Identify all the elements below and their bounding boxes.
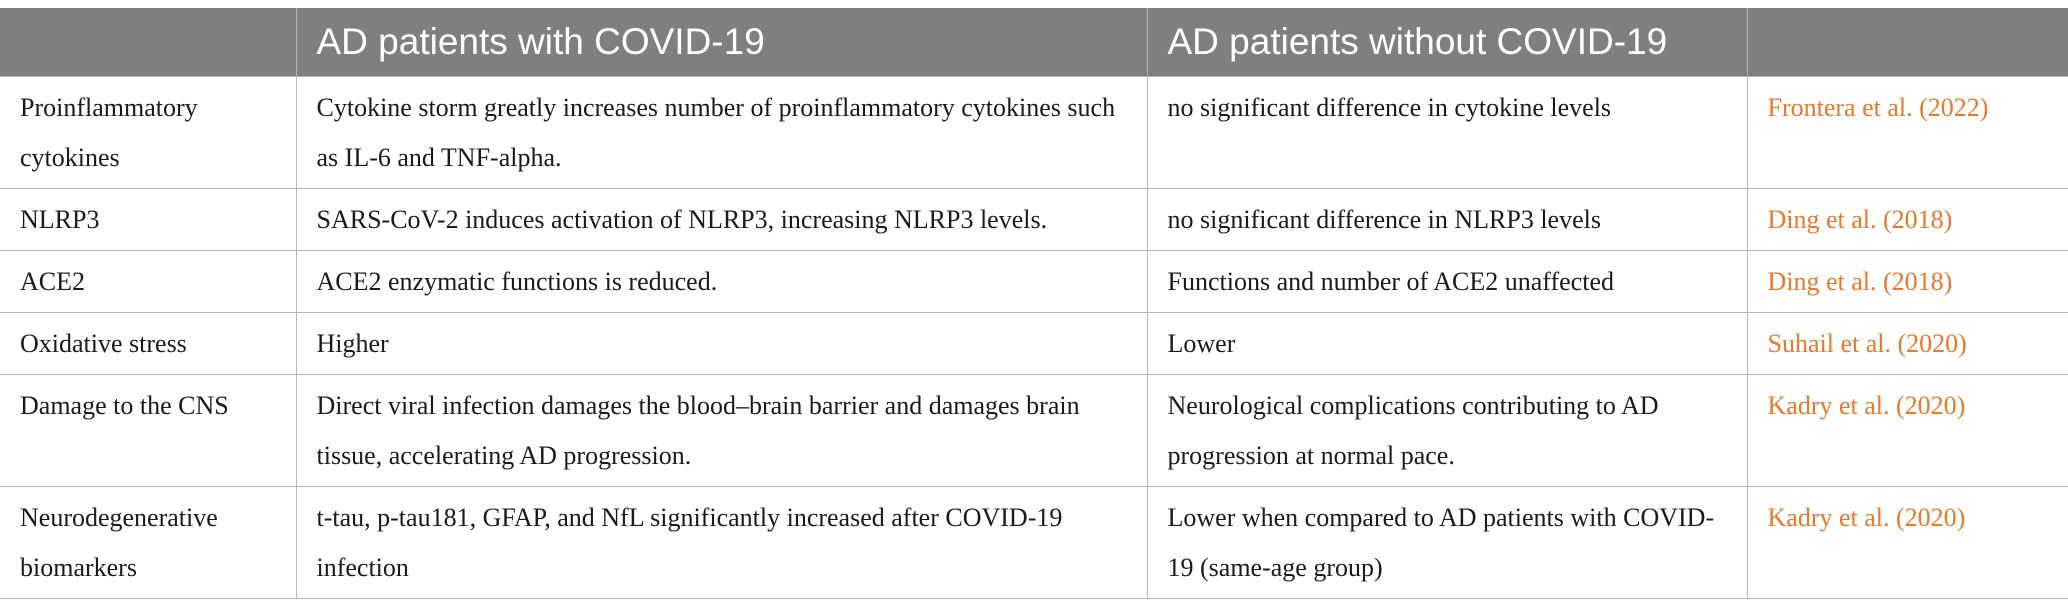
header-row [0,8,2068,76]
feature-cell: NLRP3 [0,188,296,250]
without-covid-cell: Functions and number of ACE2 unaffected [1147,250,1747,312]
table-row [0,76,2068,188]
table-row [0,312,2068,374]
table-row [0,486,2068,598]
table-row [0,374,2068,486]
header-feature [0,8,296,76]
feature-cell: Neurodegenerative biomarkers [0,486,296,598]
feature-cell: Proinflammatory cytokines [0,76,296,188]
without-covid-cell: Lower [1147,312,1747,374]
reference-link[interactable]: Kadry et al. (2020) [1747,374,2068,486]
header-with-covid: AD patients with COVID-19 [296,8,1147,76]
reference-link[interactable]: Frontera et al. (2022) [1747,76,2068,188]
table-body [0,76,2068,598]
feature-cell: ACE2 [0,250,296,312]
reference-link[interactable]: Suhail et al. (2020) [1747,312,2068,374]
reference-link[interactable]: Kadry et al. (2020) [1747,486,2068,598]
table-row [0,188,2068,250]
with-covid-cell: SARS-CoV-2 induces activation of NLRP3, increasing NLRP3 levels. [296,188,1147,250]
feature-cell: Damage to the CNS [0,374,296,486]
with-covid-cell: Higher [296,312,1147,374]
without-covid-cell: Lower when compared to AD patients with COVID-19 (same-age group) [1147,486,1747,598]
reference-link[interactable]: Ding et al. (2018) [1747,250,2068,312]
with-covid-cell: t-tau, p-tau181, GFAP, and NfL significantly increased after COVID-19 infection [296,486,1147,598]
with-covid-cell: ACE2 enzymatic functions is reduced. [296,250,1147,312]
without-covid-cell: no significant difference in NLRP3 levels [1147,188,1747,250]
with-covid-cell: Direct viral infection damages the blood–brain barrier and damages brain tissue, accelerating AD progression. [296,374,1147,486]
reference-link[interactable]: Ding et al. (2018) [1747,188,2068,250]
without-covid-cell: no significant difference in cytokine levels [1147,76,1747,188]
header-without-covid: AD patients without COVID-19 [1147,8,1747,76]
header-reference [1747,8,2068,76]
table-header [0,8,2068,76]
feature-cell: Oxidative stress [0,312,296,374]
with-covid-cell: Cytokine storm greatly increases number of proinflammatory cytokines such as IL-6 and TNF-alpha. [296,76,1147,188]
without-covid-cell: Neurological complications contributing to AD progression at normal pace. [1147,374,1747,486]
table-row [0,250,2068,312]
comparison-table [0,8,2068,599]
